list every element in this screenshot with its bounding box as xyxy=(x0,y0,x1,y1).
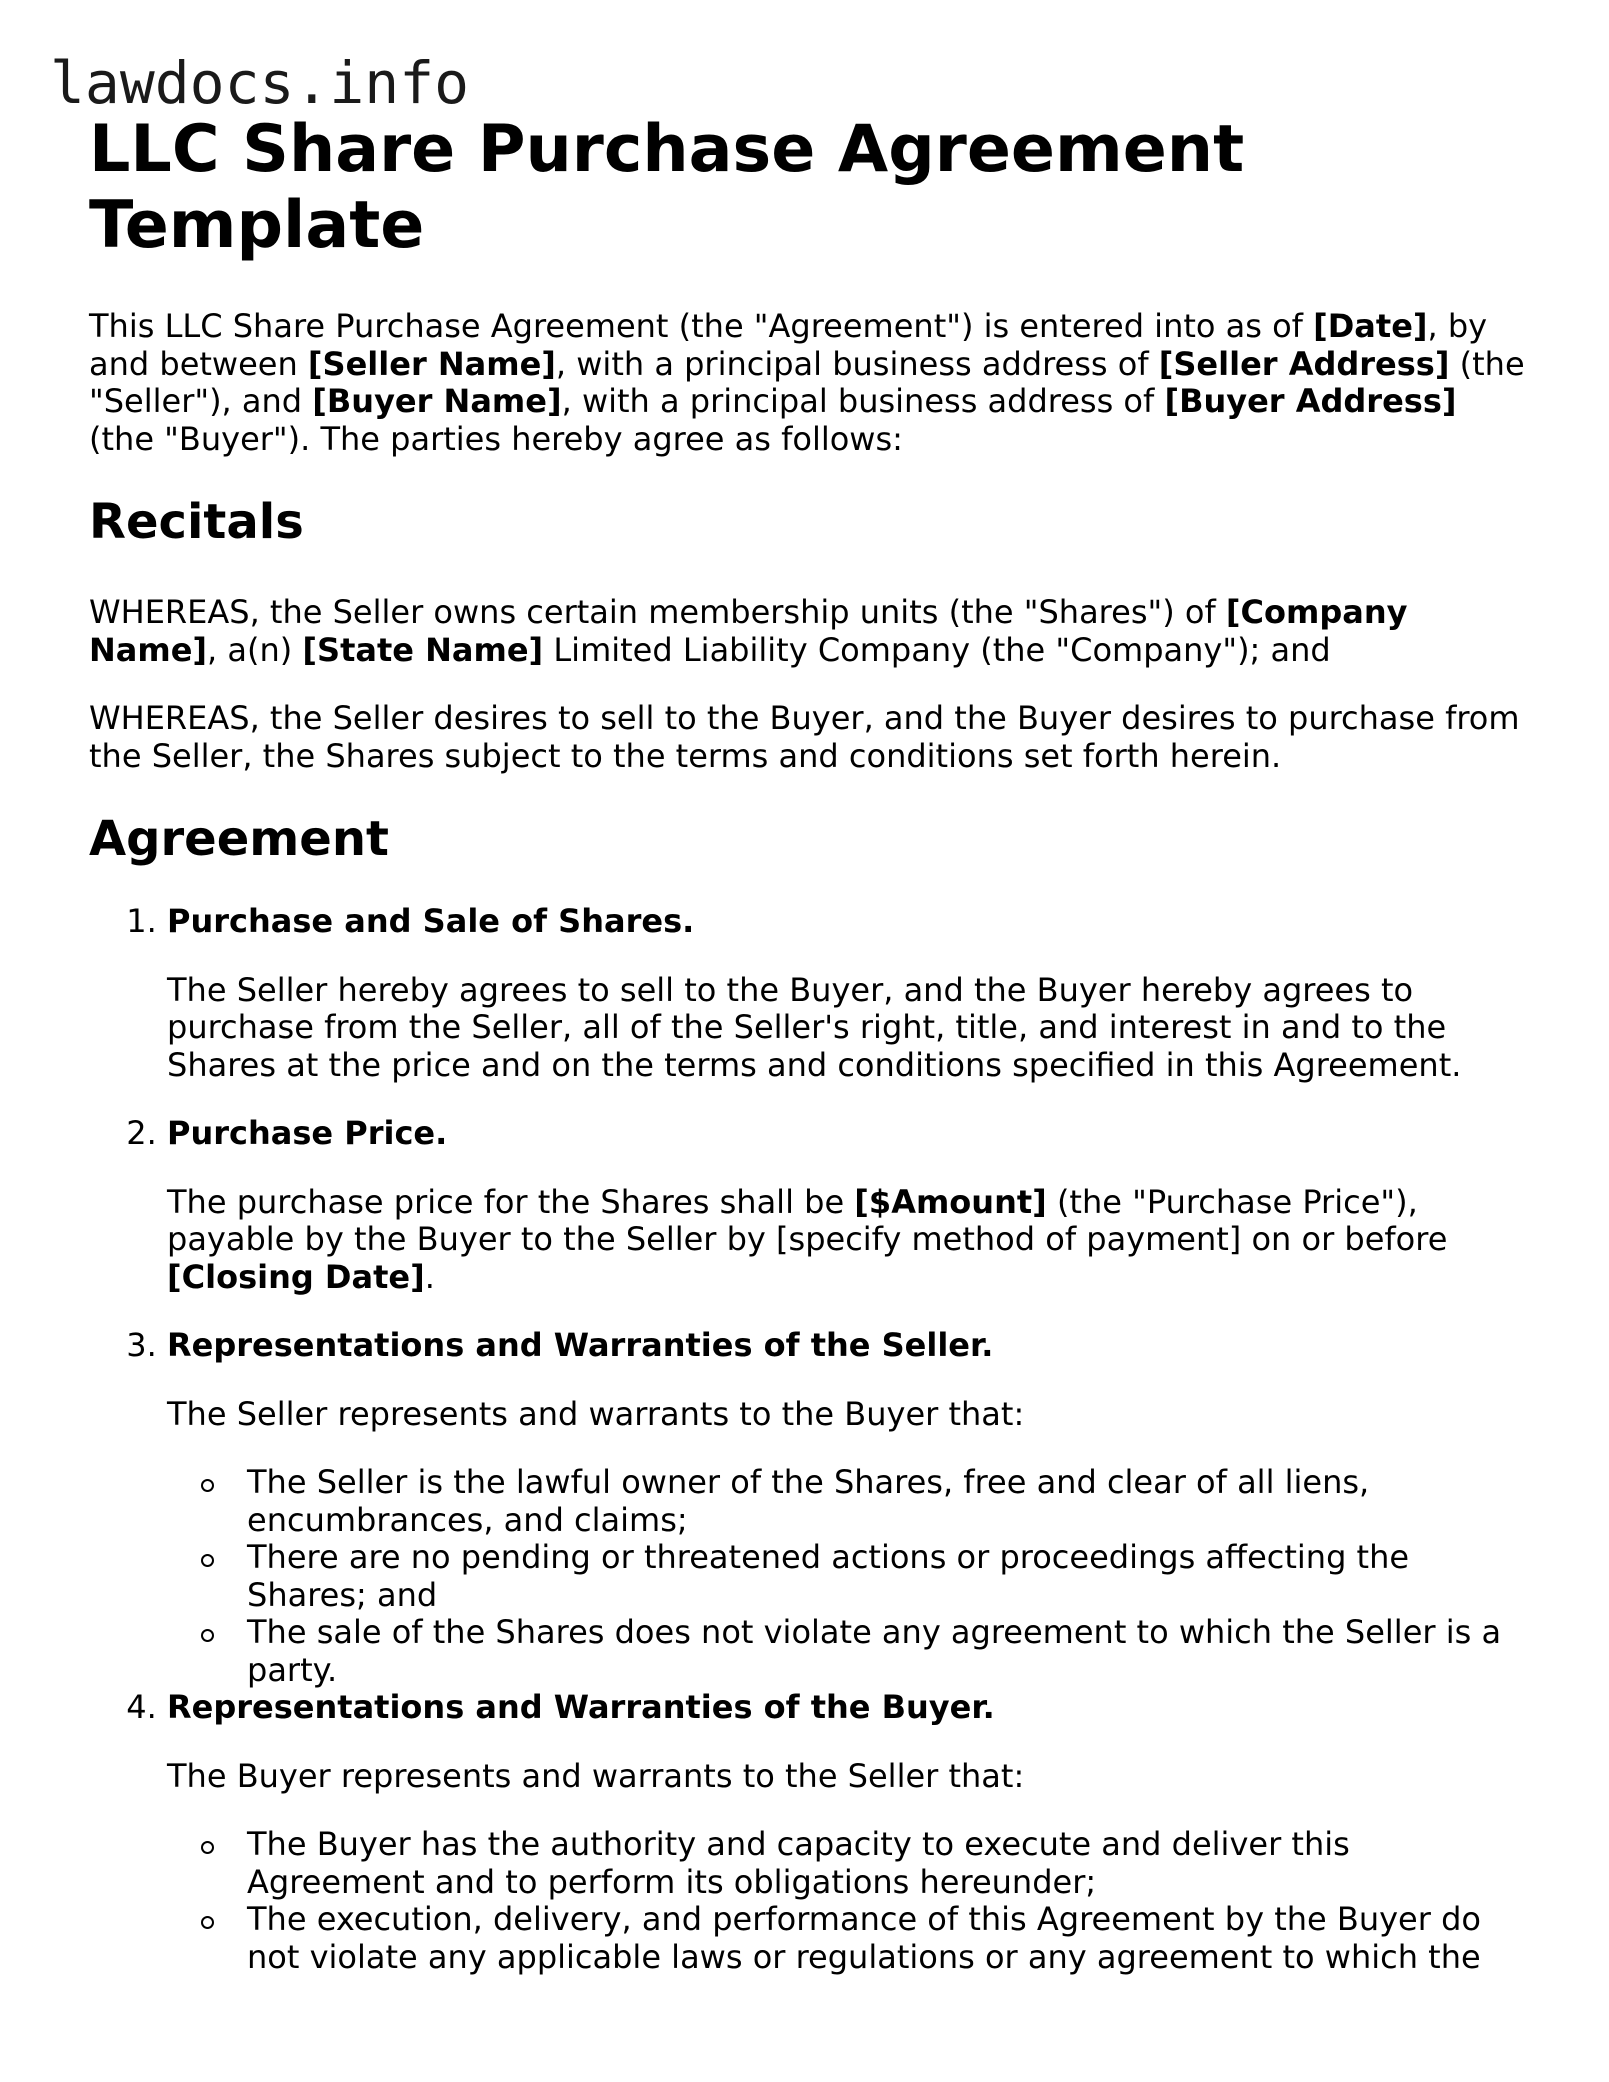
intro-text: , with a principal business address of xyxy=(555,344,1159,383)
list-item: The sale of the Shares does not violate any agreement to which the Seller is a party. xyxy=(247,1614,1529,1689)
section-title: 2. Purchase Price. xyxy=(167,1114,448,1152)
intro-paragraph xyxy=(89,308,1529,458)
section-title: 3. Representations and Warranties of the Seller. xyxy=(167,1326,994,1364)
list-item: There are no pending or threatened actions or proceedings affecting the Shares; and xyxy=(247,1539,1529,1614)
intro-text: (the "Buyer"). The parties hereby agree as follows: xyxy=(89,419,903,458)
intro-text: This LLC Share Purchase Agreement (the "Agreement") is entered into as of xyxy=(89,307,1314,345)
site-watermark: lawdocs.info xyxy=(50,49,470,117)
agreement-heading: Agreement xyxy=(89,811,389,867)
section-title: 4. Representations and Warranties of the Buyer. xyxy=(167,1688,995,1726)
recital-text: Limited Liability Company (the "Company"); and xyxy=(543,630,1331,669)
intro-text: , with a principal business address of xyxy=(561,382,1165,420)
buyer-warranty-list xyxy=(167,1826,1529,1976)
agreement-sections xyxy=(89,903,1529,1976)
section-purchase-and-sale xyxy=(167,903,1529,1084)
list-item: The execution, delivery, and performance of this Agreement by the Buyer do not violate any applicable laws or regulations or any agreement to which the xyxy=(247,1901,1529,1976)
section-text: The purchase price for the Shares shall be xyxy=(167,1182,855,1221)
document xyxy=(89,112,1529,1976)
section-body xyxy=(167,1184,1529,1297)
recital-text: WHEREAS, the Seller owns certain membership units (the "Shares") of xyxy=(89,593,1226,631)
section-text: . xyxy=(424,1257,435,1296)
section-title: 1. Purchase and Sale of Shares. xyxy=(167,902,695,940)
recital-paragraph-1 xyxy=(89,594,1529,669)
document-title: LLC Share Purchase Agreement Template xyxy=(89,112,1245,263)
placeholder-amount: [$Amount] xyxy=(854,1182,1047,1221)
section-text: (the "Purchase Price"), payable by the Buyer to the Seller by [specify method of payment] on or before xyxy=(167,1182,1448,1258)
section-body: The Seller hereby agrees to sell to the Buyer, and the Buyer hereby agrees to purchase from the Seller, all of the Seller's right, title, and interest in and to the Shares at the price and on the terms and conditions specified in this Agreement. xyxy=(167,970,1462,1084)
intro-text: (the "Seller"), and xyxy=(89,344,1525,420)
section-seller-warranties xyxy=(167,1327,1529,1689)
section-body: The Seller represents and warrants to the Buyer that: xyxy=(167,1394,1025,1433)
recital-text: , a(n) xyxy=(207,630,303,669)
placeholder-closing-date: [Closing Date] xyxy=(167,1257,425,1296)
section-purchase-price xyxy=(167,1115,1529,1296)
placeholder-seller-name: [Seller Name] xyxy=(307,344,556,383)
placeholder-company-name: [Company Name] xyxy=(89,593,1408,669)
recitals-heading: Recitals xyxy=(89,494,304,550)
list-item: The Buyer has the authority and capacity to execute and deliver this Agreement and to perform its obligations hereunder; xyxy=(247,1826,1529,1901)
placeholder-buyer-name: [Buyer Name] xyxy=(312,382,562,420)
section-buyer-warranties xyxy=(167,1689,1529,1976)
seller-warranty-list xyxy=(167,1464,1529,1689)
placeholder-state-name: [State Name] xyxy=(302,630,544,669)
list-item: The Seller is the lawful owner of the Shares, free and clear of all liens, encumbrances, and claims; xyxy=(247,1464,1529,1539)
section-body: The Buyer represents and warrants to the Seller that: xyxy=(167,1756,1025,1795)
placeholder-seller-address: [Seller Address] xyxy=(1158,344,1450,383)
intro-text: , by and between xyxy=(89,307,1488,383)
placeholder-buyer-address: [Buyer Address] xyxy=(1164,382,1457,420)
placeholder-date: [Date] xyxy=(1313,307,1428,345)
recital-paragraph-2: WHEREAS, the Seller desires to sell to the Buyer, and the Buyer desires to purchase from the Seller, the Shares subject to the terms and conditions set forth herein. xyxy=(89,699,1520,775)
